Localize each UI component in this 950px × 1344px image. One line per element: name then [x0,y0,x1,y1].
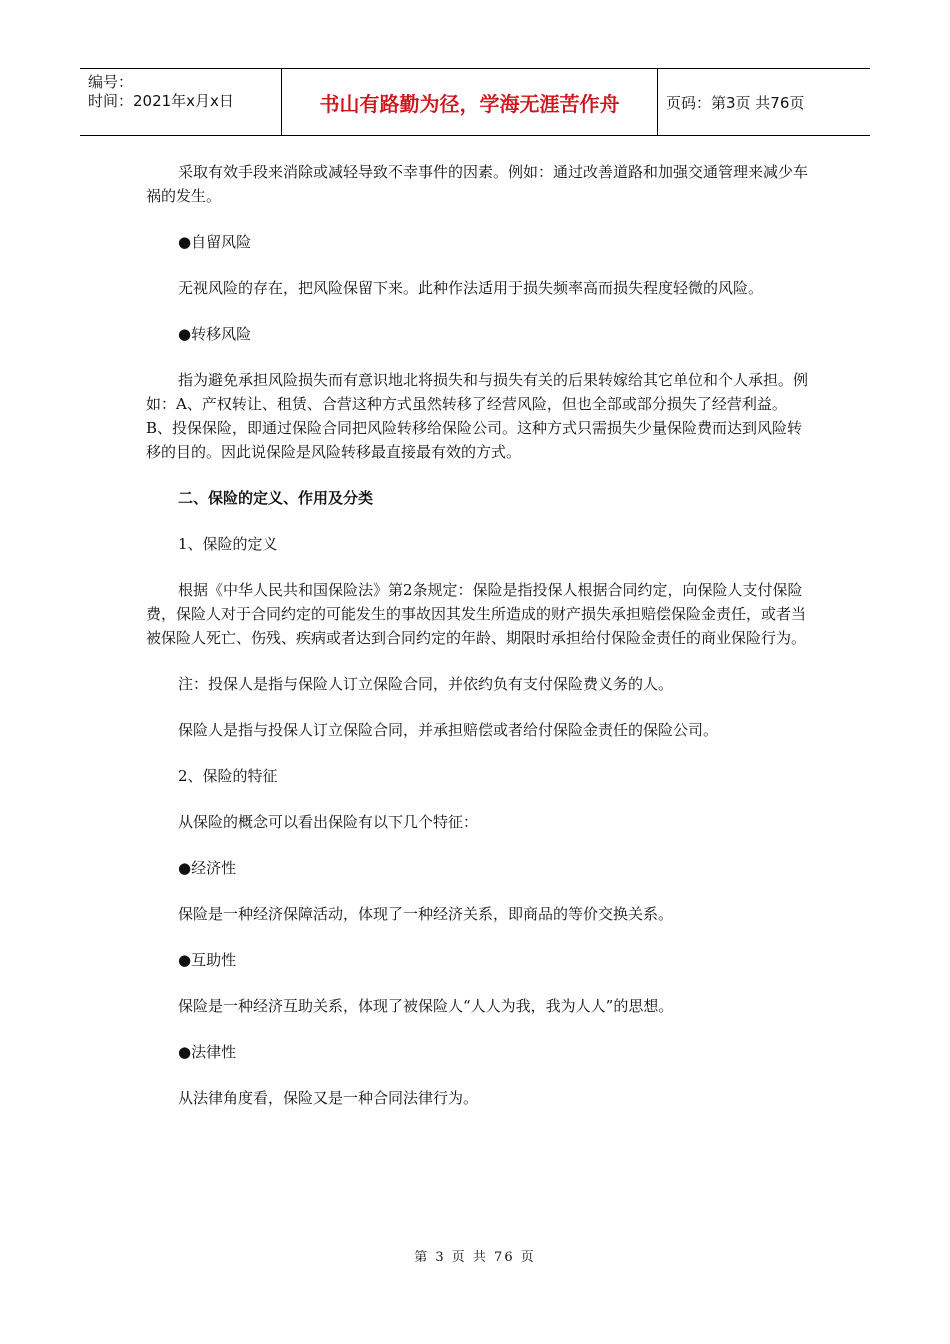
paragraph: 从保险的概念可以看出保险有以下几个特征： [178,813,479,831]
subsection-heading: 1、保险的定义 [178,535,278,553]
paragraph: 根据《中华人民共和国保险法》第2条规定：保险是指投保人根据合同约定，向保险人支付保险费，保险人对于合同约定的可能发生的事故因其发生所造成的财产损失承担赔偿保险金责任，或者当被保险人死亡、伤残、疾病或者达到合同约定的年龄、期限时承担给付保险金责任的商业保险行为。 [146,581,807,647]
paragraph: 保险人是指与投保人订立保险合同，并承担赔偿或者给付保险金责任的保险公司。 [178,721,719,739]
paragraph: 注：投保人是指与保险人订立保险合同，并依约负有支付保险费义务的人。 [178,675,674,693]
header-motto: 书山有路勤为径，学海无涯苦作舟 [282,69,658,135]
bullet-heading: ●经济性 [178,859,237,877]
section-heading: 二、保险的定义、作用及分类 [178,489,374,507]
paragraph: 保险是一种经济互助关系，体现了被保险人“人人为我，我为人人”的思想。 [178,997,674,1015]
subsection-heading: 2、保险的特征 [178,767,278,785]
bullet-heading: ●转移风险 [178,325,252,343]
paragraph: 从法律角度看，保险又是一种合同法律行为。 [178,1089,479,1107]
number-label: 编号： [88,73,134,91]
paragraph: 指为避免承担风险损失而有意识地北将损失和与损失有关的后果转嫁给其它单位和个人承担。例如：A、产权转让、租赁、合营这种方式虽然转移了经营风险，但也全部或部分损失了经营利益。B、投保保险，即通过保险合同把风险转移给保险公司。这种方式只需损失少量保险费而达到风险转移的目的。因此说保险是风险转移最直接最有效的方式。 [146,371,809,461]
bullet-heading: ●互助性 [178,951,237,969]
paragraph: 无视风险的存在，把风险保留下来。此种作法适用于损失频率高而损失程度轻微的风险。 [178,279,764,297]
paragraph: 采取有效手段来消除或减轻导致不幸事件的因素。例如：通过改善道路和加强交通管理来减少车祸的发生。 [146,163,809,205]
page-header [80,68,870,136]
header-meta [80,69,282,135]
header-page-info: 页码：第3页 共76页 [666,93,805,112]
page-footer: 第 3 页 共 76 页 [414,1250,536,1265]
document-body [146,160,808,1132]
bullet-heading: ●法律性 [178,1043,237,1061]
bullet-heading: ●自留风险 [178,233,252,251]
time-label: 时间：2021年x月x日 [88,92,234,110]
paragraph: 保险是一种经济保障活动，体现了一种经济关系，即商品的等价交换关系。 [178,905,674,923]
